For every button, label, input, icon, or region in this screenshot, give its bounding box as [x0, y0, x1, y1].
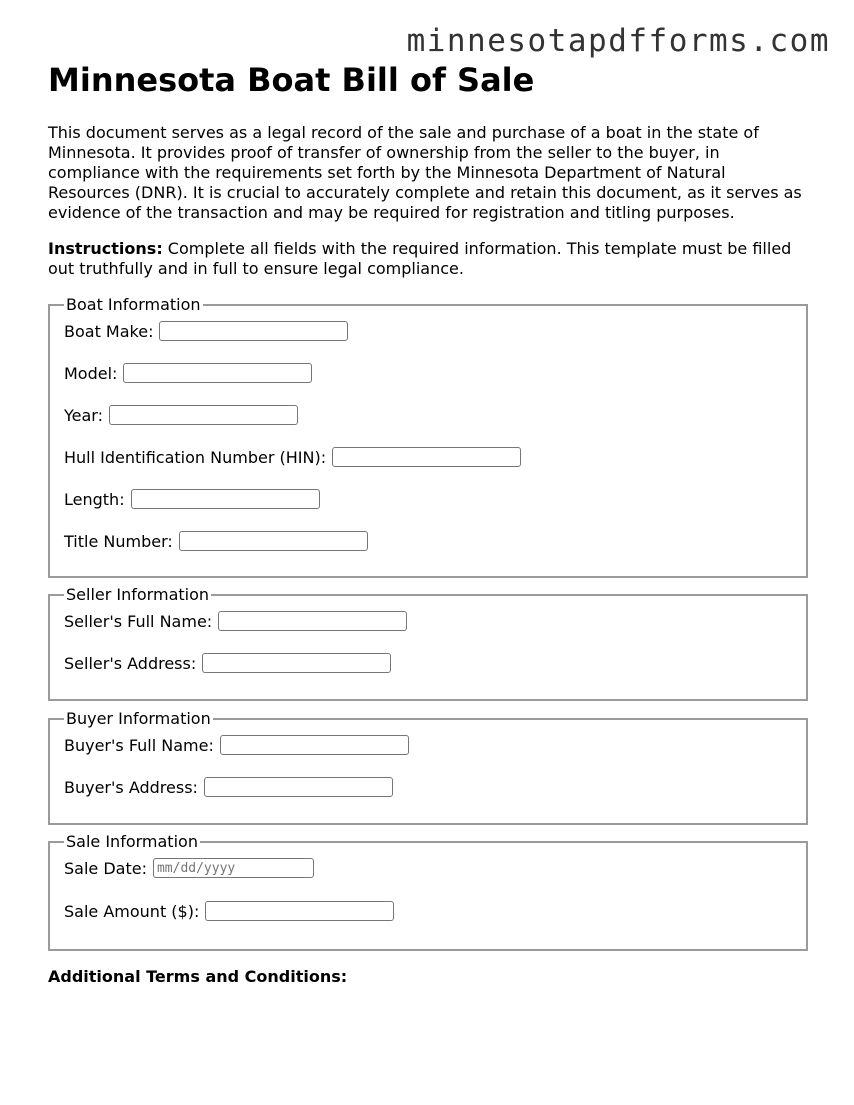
form-document: [48, 60, 808, 986]
boat-information-legend: Boat Information: [66, 295, 201, 314]
sale-amount-input[interactable]: [205, 901, 394, 921]
sale-date-input[interactable]: [153, 858, 314, 878]
sale-information-legend: Sale Information: [66, 832, 198, 851]
length-input[interactable]: [131, 489, 320, 509]
title-number-input[interactable]: [179, 531, 368, 551]
length-row: [64, 488, 792, 510]
seller-name-label: Seller's Full Name:: [64, 611, 213, 631]
seller-address-row: [64, 652, 792, 674]
instructions-text: Complete all fields with the required information. This template must be filled out truthfully and in full to ensure legal compliance.: [48, 239, 792, 278]
instructions-label: Instructions:: [48, 239, 163, 258]
buyer-address-input[interactable]: [204, 777, 393, 797]
seller-address-label: Seller's Address:: [64, 653, 197, 673]
boat-make-input[interactable]: [159, 321, 348, 341]
title-number-label: Title Number:: [64, 531, 173, 551]
intro-paragraph: This document serves as a legal record of the sale and purchase of a boat in the state of Minnesota. It provides proof of transfer of ownership from the seller to the buyer, in compliance with the requirements set forth by the Minnesota Department of Natural Resources (DNR). It is crucial to accurately complete and retain this document, as it serves as evidence of the transaction and may be required for registration and titling purposes.: [48, 123, 802, 222]
sale-amount-row: [64, 900, 792, 922]
model-row: [64, 362, 792, 384]
watermark: minnesotapdfforms.com: [406, 23, 830, 59]
hin-label: Hull Identification Number (HIN):: [64, 447, 327, 467]
sale-date-label: Sale Date:: [64, 858, 147, 878]
length-label: Length:: [64, 489, 125, 509]
boat-information-section: [48, 296, 808, 578]
buyer-information-section: [48, 710, 808, 825]
seller-name-row: [64, 610, 792, 632]
year-input[interactable]: [109, 405, 298, 425]
model-label: Model:: [64, 363, 118, 383]
seller-address-input[interactable]: [202, 653, 391, 673]
instructions-paragraph: [48, 239, 808, 279]
year-row: [64, 404, 792, 426]
buyer-address-label: Buyer's Address:: [64, 777, 198, 797]
sale-information-section: [48, 833, 808, 951]
year-label: Year:: [64, 405, 103, 425]
sale-amount-label: Sale Amount ($):: [64, 901, 200, 921]
model-input[interactable]: [123, 363, 312, 383]
additional-terms-heading: Additional Terms and Conditions:: [48, 967, 348, 986]
boat-make-row: [64, 320, 792, 342]
buyer-information-legend: Buyer Information: [66, 709, 211, 728]
boat-make-label: Boat Make:: [64, 321, 154, 341]
sale-date-row: [64, 857, 792, 879]
title-number-row: [64, 530, 792, 552]
buyer-name-label: Buyer's Full Name:: [64, 735, 214, 755]
seller-information-section: [48, 586, 808, 701]
seller-information-legend: Seller Information: [66, 585, 210, 604]
buyer-name-input[interactable]: [220, 735, 409, 755]
buyer-address-row: [64, 776, 792, 798]
hin-row: [64, 446, 792, 468]
buyer-name-row: [64, 734, 792, 756]
hin-input[interactable]: [332, 447, 521, 467]
seller-name-input[interactable]: [218, 611, 407, 631]
page-title: Minnesota Boat Bill of Sale: [48, 61, 535, 99]
